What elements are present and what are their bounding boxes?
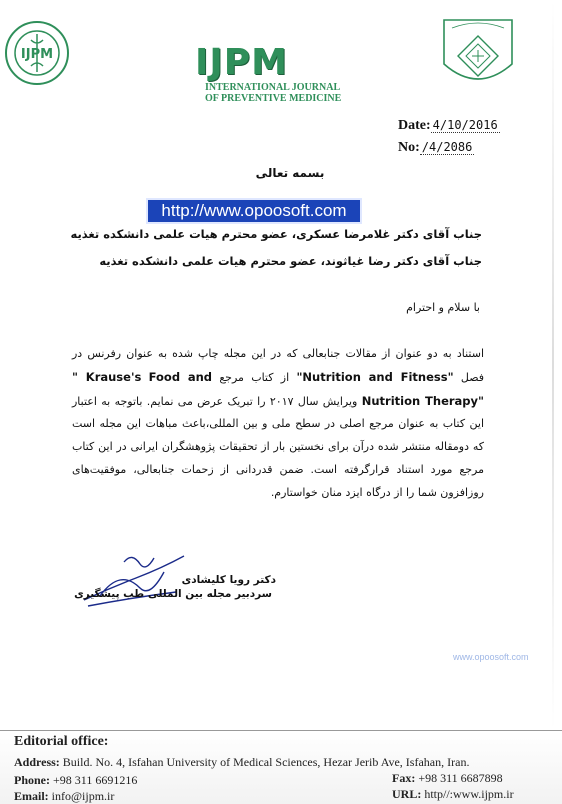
body-part-3: ویرایش سال ۲۰۱۷ را تبریک عرض می نمایم. باتوجه به اعتبار این کتاب به عنوان مرجع اصلی در سطح ملی و بین المللی،باعث مباهات این مجله است که دومقاله منتشر شده درآن برای نخستین بار از تحقیقات پژوهشگران ایرانی در این کتاب مرجع مورد استناد قرارگرفته است. ضمن قدردانی از زحمات جنابعالی، موفقیت‌های روزافزون شما را از درگاه ایزد منان خواستارم. xyxy=(72,394,484,499)
journal-abbr: IJPM xyxy=(195,42,288,83)
address-line xyxy=(14,755,469,770)
fax-label: Fax: xyxy=(392,771,416,785)
body-part-1: استناد به دو عنوان از مقالات جنابعالی که در این مجله چاپ شده به عنوان رفرنس در فصل xyxy=(72,347,485,384)
addressee-2: جناب آقای دکتر رضا غیاثوند، عضو محترم هیات علمی دانشکده تغذیه xyxy=(99,254,482,268)
address-label: Address: xyxy=(14,755,60,769)
url-line xyxy=(392,787,514,802)
body-latin-3: Food and Nutrition Therapy" xyxy=(148,369,485,408)
letter-body xyxy=(72,343,484,505)
journal-name-line1: INTERNATIONAL JOURNAL xyxy=(205,82,341,93)
signer-name: دکتر رویا کلیشادی xyxy=(181,574,276,586)
editorial-office-footer xyxy=(0,730,562,804)
address-value: Build. No. 4, Isfahan University of Medical Sciences, Hezar Jerib Ave, Isfahan, Iran. xyxy=(62,755,470,769)
email-label: Email: xyxy=(14,789,49,803)
fax-line xyxy=(392,771,503,786)
bismillah-heading: بسمه تعالی xyxy=(255,166,325,180)
university-shield-logo xyxy=(438,14,518,96)
addressee-1: جناب آقای دکتر غلامرضا عسکری، عضو محترم هیات علمی دانشکده تغذیه xyxy=(70,227,482,241)
phone-label: Phone: xyxy=(14,773,50,787)
url-value[interactable]: http//:www.ijpm.ir xyxy=(424,787,514,801)
number-value: /4/2086 xyxy=(421,140,473,154)
signer-title: سردبیر مجله بین المللی طب پیشگیری xyxy=(74,588,272,600)
number-label: No: xyxy=(398,140,420,155)
url-label: URL: xyxy=(392,787,422,801)
watermark-small: www.opoosoft.com xyxy=(453,652,529,662)
date-row xyxy=(398,118,500,134)
phone-value: +98 311 6691216 xyxy=(53,773,138,787)
email-line xyxy=(14,789,114,804)
journal-name-line2: OF PREVENTIVE MEDICINE xyxy=(205,93,342,104)
fax-value: +98 311 6687898 xyxy=(418,771,503,785)
body-part-2: از کتاب مرجع xyxy=(219,370,290,384)
page-edge-shadow xyxy=(552,0,554,730)
date-label: Date: xyxy=(398,118,431,133)
greeting: با سلام و احترام xyxy=(406,301,480,314)
watermark-banner: http://www.opoosoft.com xyxy=(146,198,362,224)
email-value[interactable]: info@ijpm.ir xyxy=(51,789,115,803)
phone-line xyxy=(14,773,137,788)
ijpm-seal-logo xyxy=(4,20,70,86)
journal-masthead xyxy=(195,44,365,104)
editorial-label: Editorial office: xyxy=(14,734,109,749)
date-value: 4/10/2016 xyxy=(432,118,498,132)
svg-text:IJPM: IJPM xyxy=(20,47,54,62)
body-latin-1: "Nutrition and Fitness" xyxy=(296,369,454,384)
number-row xyxy=(398,140,474,156)
body-latin-2: " Krause's xyxy=(72,369,142,384)
